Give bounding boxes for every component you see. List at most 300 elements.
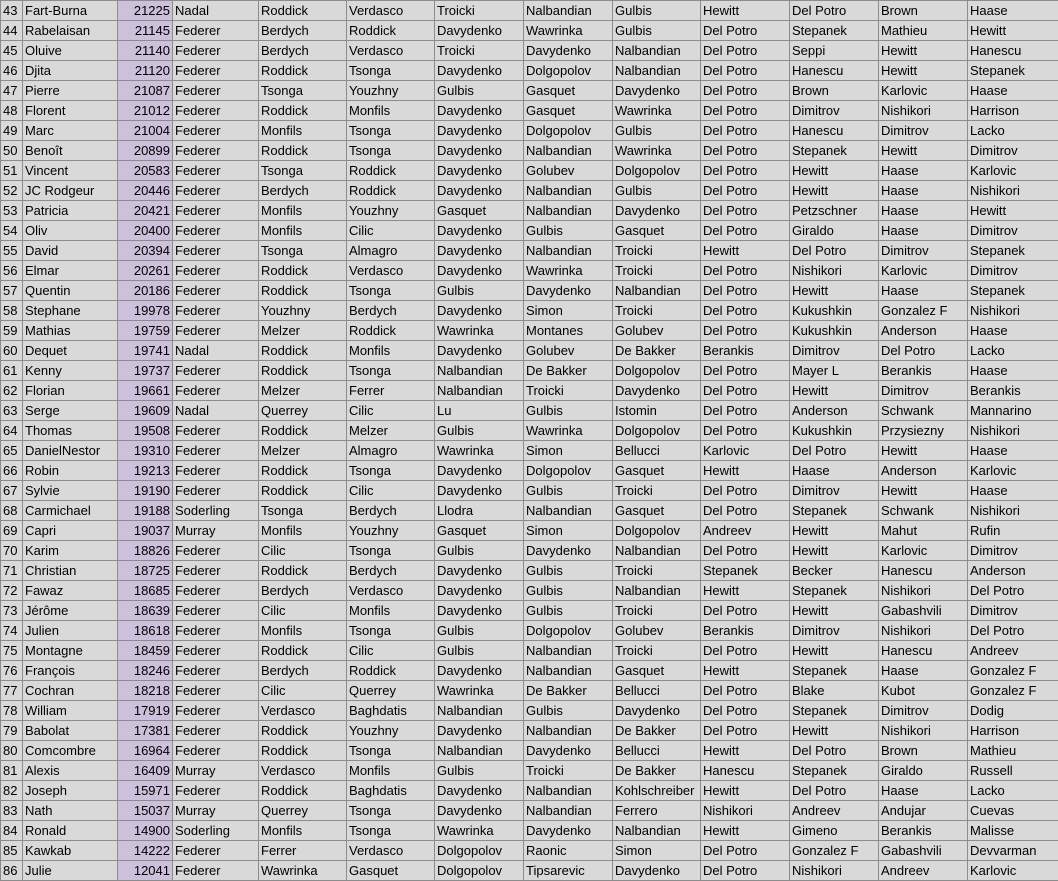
cell-player-name[interactable]: Capri	[23, 521, 118, 541]
cell-pick-4[interactable]: Nalbandian	[435, 741, 524, 761]
cell-pick-4[interactable]: Gulbis	[435, 281, 524, 301]
cell-pick-4[interactable]: Wawrinka	[435, 821, 524, 841]
cell-pick-3[interactable]: Verdasco	[347, 261, 435, 281]
cell-rank[interactable]: 57	[1, 281, 23, 301]
cell-player-name[interactable]: Pierre	[23, 81, 118, 101]
cell-pick-10[interactable]: Dimitrov	[968, 601, 1058, 621]
cell-pick-1[interactable]: Federer	[173, 421, 259, 441]
cell-pick-3[interactable]: Verdasco	[347, 41, 435, 61]
cell-player-name[interactable]: DanielNestor	[23, 441, 118, 461]
cell-rank[interactable]: 56	[1, 261, 23, 281]
cell-score[interactable]: 16964	[118, 741, 173, 761]
cell-score[interactable]: 21012	[118, 101, 173, 121]
cell-pick-4[interactable]: Llodra	[435, 501, 524, 521]
cell-pick-7[interactable]: Del Potro	[701, 481, 790, 501]
cell-pick-6[interactable]: Gasquet	[613, 461, 701, 481]
cell-pick-8[interactable]: Kukushkin	[790, 321, 879, 341]
cell-rank[interactable]: 60	[1, 341, 23, 361]
cell-player-name[interactable]: Marc	[23, 121, 118, 141]
cell-pick-9[interactable]: Hewitt	[879, 61, 968, 81]
cell-player-name[interactable]: Fawaz	[23, 581, 118, 601]
cell-pick-2[interactable]: Roddick	[259, 141, 347, 161]
cell-pick-8[interactable]: Stepanek	[790, 501, 879, 521]
cell-pick-7[interactable]: Del Potro	[701, 861, 790, 881]
cell-pick-5[interactable]: Nalbandian	[524, 241, 613, 261]
cell-pick-9[interactable]: Karlovic	[879, 541, 968, 561]
cell-pick-7[interactable]: Del Potro	[701, 221, 790, 241]
cell-player-name[interactable]: Cochran	[23, 681, 118, 701]
cell-pick-9[interactable]: Schwank	[879, 501, 968, 521]
cell-pick-4[interactable]: Dolgopolov	[435, 841, 524, 861]
cell-player-name[interactable]: Jérôme	[23, 601, 118, 621]
cell-pick-10[interactable]: Del Potro	[968, 621, 1058, 641]
cell-pick-4[interactable]: Davydenko	[435, 161, 524, 181]
cell-pick-5[interactable]: Nalbandian	[524, 201, 613, 221]
cell-pick-4[interactable]: Troicki	[435, 41, 524, 61]
cell-pick-3[interactable]: Tsonga	[347, 281, 435, 301]
cell-score[interactable]: 19213	[118, 461, 173, 481]
cell-pick-4[interactable]: Troicki	[435, 1, 524, 21]
cell-pick-3[interactable]: Berdych	[347, 561, 435, 581]
cell-pick-10[interactable]: Andreev	[968, 641, 1058, 661]
cell-pick-4[interactable]: Davydenko	[435, 241, 524, 261]
cell-pick-8[interactable]: Del Potro	[790, 241, 879, 261]
cell-pick-2[interactable]: Roddick	[259, 481, 347, 501]
cell-pick-8[interactable]: Blake	[790, 681, 879, 701]
cell-pick-10[interactable]: Karlovic	[968, 861, 1058, 881]
cell-pick-6[interactable]: Troicki	[613, 601, 701, 621]
cell-pick-2[interactable]: Monfils	[259, 201, 347, 221]
cell-pick-9[interactable]: Haase	[879, 661, 968, 681]
cell-pick-3[interactable]: Berdych	[347, 501, 435, 521]
cell-pick-6[interactable]: Gasquet	[613, 501, 701, 521]
cell-pick-1[interactable]: Federer	[173, 641, 259, 661]
cell-pick-4[interactable]: Davydenko	[435, 141, 524, 161]
cell-pick-3[interactable]: Verdasco	[347, 581, 435, 601]
cell-pick-3[interactable]: Gasquet	[347, 861, 435, 881]
cell-pick-10[interactable]: Nishikori	[968, 501, 1058, 521]
cell-pick-8[interactable]: Hewitt	[790, 721, 879, 741]
cell-pick-5[interactable]: Montanes	[524, 321, 613, 341]
cell-rank[interactable]: 71	[1, 561, 23, 581]
cell-pick-1[interactable]: Federer	[173, 101, 259, 121]
cell-pick-7[interactable]: Hewitt	[701, 781, 790, 801]
cell-pick-5[interactable]: Raonic	[524, 841, 613, 861]
cell-pick-7[interactable]: Del Potro	[701, 601, 790, 621]
cell-pick-6[interactable]: Nalbandian	[613, 821, 701, 841]
cell-pick-8[interactable]: Giraldo	[790, 221, 879, 241]
cell-player-name[interactable]: Dequet	[23, 341, 118, 361]
cell-pick-4[interactable]: Nalbandian	[435, 381, 524, 401]
cell-pick-3[interactable]: Almagro	[347, 241, 435, 261]
cell-pick-9[interactable]: Berankis	[879, 821, 968, 841]
cell-pick-1[interactable]: Nadal	[173, 1, 259, 21]
cell-pick-10[interactable]: Nishikori	[968, 181, 1058, 201]
cell-pick-7[interactable]: Del Potro	[701, 361, 790, 381]
cell-player-name[interactable]: Stephane	[23, 301, 118, 321]
cell-pick-7[interactable]: Karlovic	[701, 441, 790, 461]
cell-pick-10[interactable]: Dodig	[968, 701, 1058, 721]
cell-pick-4[interactable]: Davydenko	[435, 661, 524, 681]
cell-pick-10[interactable]: Mannarino	[968, 401, 1058, 421]
cell-pick-8[interactable]: Hewitt	[790, 641, 879, 661]
cell-pick-10[interactable]: Haase	[968, 81, 1058, 101]
cell-pick-10[interactable]: Lacko	[968, 341, 1058, 361]
cell-pick-2[interactable]: Tsonga	[259, 81, 347, 101]
cell-pick-3[interactable]: Almagro	[347, 441, 435, 461]
cell-player-name[interactable]: Julie	[23, 861, 118, 881]
cell-rank[interactable]: 45	[1, 41, 23, 61]
cell-pick-7[interactable]: Hewitt	[701, 461, 790, 481]
cell-pick-5[interactable]: Simon	[524, 521, 613, 541]
cell-pick-1[interactable]: Federer	[173, 481, 259, 501]
cell-rank[interactable]: 52	[1, 181, 23, 201]
cell-pick-3[interactable]: Roddick	[347, 661, 435, 681]
cell-pick-9[interactable]: Giraldo	[879, 761, 968, 781]
cell-rank[interactable]: 53	[1, 201, 23, 221]
cell-pick-2[interactable]: Melzer	[259, 381, 347, 401]
cell-rank[interactable]: 74	[1, 621, 23, 641]
cell-pick-7[interactable]: Berankis	[701, 621, 790, 641]
cell-pick-10[interactable]: Stepanek	[968, 241, 1058, 261]
cell-pick-10[interactable]: Dimitrov	[968, 541, 1058, 561]
cell-pick-9[interactable]: Del Potro	[879, 341, 968, 361]
cell-pick-8[interactable]: Hewitt	[790, 521, 879, 541]
cell-player-name[interactable]: Julien	[23, 621, 118, 641]
cell-pick-7[interactable]: Del Potro	[701, 701, 790, 721]
cell-pick-4[interactable]: Gulbis	[435, 621, 524, 641]
cell-pick-10[interactable]: Stepanek	[968, 281, 1058, 301]
cell-player-name[interactable]: Nath	[23, 801, 118, 821]
cell-score[interactable]: 19661	[118, 381, 173, 401]
cell-pick-9[interactable]: Nishikori	[879, 621, 968, 641]
cell-score[interactable]: 18618	[118, 621, 173, 641]
cell-pick-5[interactable]: Troicki	[524, 761, 613, 781]
cell-player-name[interactable]: Rabelaisan	[23, 21, 118, 41]
cell-pick-6[interactable]: Nalbandian	[613, 581, 701, 601]
cell-rank[interactable]: 54	[1, 221, 23, 241]
cell-rank[interactable]: 46	[1, 61, 23, 81]
cell-pick-8[interactable]: Nishikori	[790, 261, 879, 281]
cell-pick-7[interactable]: Del Potro	[701, 21, 790, 41]
cell-pick-1[interactable]: Federer	[173, 361, 259, 381]
cell-pick-5[interactable]: Davydenko	[524, 821, 613, 841]
cell-pick-9[interactable]: Gonzalez F	[879, 301, 968, 321]
cell-pick-4[interactable]: Gulbis	[435, 761, 524, 781]
cell-pick-1[interactable]: Nadal	[173, 341, 259, 361]
cell-pick-3[interactable]: Cilic	[347, 221, 435, 241]
cell-pick-6[interactable]: Dolgopolov	[613, 161, 701, 181]
cell-pick-5[interactable]: Davydenko	[524, 741, 613, 761]
cell-pick-4[interactable]: Davydenko	[435, 181, 524, 201]
cell-player-name[interactable]: Oliv	[23, 221, 118, 241]
cell-pick-7[interactable]: Hanescu	[701, 761, 790, 781]
cell-pick-3[interactable]: Roddick	[347, 321, 435, 341]
cell-pick-10[interactable]: Karlovic	[968, 161, 1058, 181]
cell-pick-9[interactable]: Hewitt	[879, 481, 968, 501]
cell-pick-1[interactable]: Federer	[173, 661, 259, 681]
cell-pick-1[interactable]: Federer	[173, 581, 259, 601]
cell-score[interactable]: 20583	[118, 161, 173, 181]
cell-score[interactable]: 21004	[118, 121, 173, 141]
cell-rank[interactable]: 84	[1, 821, 23, 841]
cell-pick-1[interactable]: Federer	[173, 601, 259, 621]
cell-pick-4[interactable]: Nalbandian	[435, 701, 524, 721]
cell-pick-6[interactable]: De Bakker	[613, 721, 701, 741]
cell-pick-10[interactable]: Devvarman	[968, 841, 1058, 861]
cell-rank[interactable]: 58	[1, 301, 23, 321]
cell-pick-7[interactable]: Hewitt	[701, 1, 790, 21]
cell-pick-3[interactable]: Verdasco	[347, 1, 435, 21]
cell-pick-1[interactable]: Federer	[173, 41, 259, 61]
cell-rank[interactable]: 78	[1, 701, 23, 721]
cell-pick-8[interactable]: Anderson	[790, 401, 879, 421]
cell-pick-9[interactable]: Schwank	[879, 401, 968, 421]
cell-pick-1[interactable]: Federer	[173, 221, 259, 241]
cell-pick-6[interactable]: Dolgopolov	[613, 361, 701, 381]
cell-pick-3[interactable]: Tsonga	[347, 621, 435, 641]
cell-pick-7[interactable]: Del Potro	[701, 181, 790, 201]
cell-pick-4[interactable]: Davydenko	[435, 121, 524, 141]
cell-player-name[interactable]: Babolat	[23, 721, 118, 741]
cell-pick-2[interactable]: Roddick	[259, 461, 347, 481]
cell-pick-2[interactable]: Tsonga	[259, 241, 347, 261]
cell-pick-3[interactable]: Youzhny	[347, 721, 435, 741]
cell-pick-5[interactable]: Dolgopolov	[524, 121, 613, 141]
cell-pick-3[interactable]: Cilic	[347, 641, 435, 661]
cell-pick-10[interactable]: Haase	[968, 481, 1058, 501]
cell-pick-3[interactable]: Tsonga	[347, 801, 435, 821]
cell-rank[interactable]: 72	[1, 581, 23, 601]
cell-score[interactable]: 15971	[118, 781, 173, 801]
cell-pick-6[interactable]: Dolgopolov	[613, 521, 701, 541]
cell-player-name[interactable]: Montagne	[23, 641, 118, 661]
cell-pick-1[interactable]: Federer	[173, 321, 259, 341]
cell-pick-8[interactable]: Haase	[790, 461, 879, 481]
cell-pick-5[interactable]: Nalbandian	[524, 641, 613, 661]
cell-score[interactable]: 21225	[118, 1, 173, 21]
cell-rank[interactable]: 86	[1, 861, 23, 881]
cell-pick-9[interactable]: Anderson	[879, 461, 968, 481]
cell-rank[interactable]: 64	[1, 421, 23, 441]
cell-pick-2[interactable]: Roddick	[259, 101, 347, 121]
cell-pick-8[interactable]: Mayer L	[790, 361, 879, 381]
cell-score[interactable]: 19978	[118, 301, 173, 321]
cell-rank[interactable]: 59	[1, 321, 23, 341]
cell-pick-2[interactable]: Melzer	[259, 321, 347, 341]
cell-rank[interactable]: 62	[1, 381, 23, 401]
cell-pick-3[interactable]: Tsonga	[347, 741, 435, 761]
cell-score[interactable]: 17919	[118, 701, 173, 721]
cell-score[interactable]: 20421	[118, 201, 173, 221]
cell-pick-6[interactable]: Troicki	[613, 561, 701, 581]
cell-pick-3[interactable]: Tsonga	[347, 461, 435, 481]
cell-score[interactable]: 21120	[118, 61, 173, 81]
cell-pick-8[interactable]: Hewitt	[790, 281, 879, 301]
cell-pick-8[interactable]: Hewitt	[790, 181, 879, 201]
cell-pick-7[interactable]: Del Potro	[701, 421, 790, 441]
cell-pick-9[interactable]: Dimitrov	[879, 241, 968, 261]
cell-pick-9[interactable]: Dimitrov	[879, 381, 968, 401]
cell-pick-8[interactable]: Del Potro	[790, 1, 879, 21]
cell-pick-4[interactable]: Wawrinka	[435, 681, 524, 701]
cell-pick-2[interactable]: Roddick	[259, 261, 347, 281]
cell-player-name[interactable]: François	[23, 661, 118, 681]
cell-pick-7[interactable]: Hewitt	[701, 741, 790, 761]
cell-pick-7[interactable]: Hewitt	[701, 241, 790, 261]
cell-pick-9[interactable]: Hewitt	[879, 41, 968, 61]
cell-pick-2[interactable]: Roddick	[259, 421, 347, 441]
cell-pick-2[interactable]: Cilic	[259, 601, 347, 621]
cell-pick-1[interactable]: Federer	[173, 261, 259, 281]
cell-pick-5[interactable]: Golubev	[524, 161, 613, 181]
cell-pick-7[interactable]: Del Potro	[701, 121, 790, 141]
cell-score[interactable]: 19037	[118, 521, 173, 541]
cell-score[interactable]: 14222	[118, 841, 173, 861]
cell-score[interactable]: 21145	[118, 21, 173, 41]
cell-pick-10[interactable]: Dimitrov	[968, 261, 1058, 281]
cell-pick-9[interactable]: Gabashvili	[879, 841, 968, 861]
cell-pick-6[interactable]: Ferrero	[613, 801, 701, 821]
cell-score[interactable]: 18826	[118, 541, 173, 561]
cell-pick-10[interactable]: Nishikori	[968, 421, 1058, 441]
cell-pick-6[interactable]: Wawrinka	[613, 101, 701, 121]
cell-pick-9[interactable]: Haase	[879, 201, 968, 221]
cell-pick-6[interactable]: Davydenko	[613, 861, 701, 881]
cell-pick-5[interactable]: Dolgopolov	[524, 621, 613, 641]
cell-pick-5[interactable]: Wawrinka	[524, 21, 613, 41]
cell-pick-5[interactable]: Nalbandian	[524, 721, 613, 741]
cell-pick-5[interactable]: Nalbandian	[524, 661, 613, 681]
cell-player-name[interactable]: Alexis	[23, 761, 118, 781]
cell-pick-7[interactable]: Hewitt	[701, 661, 790, 681]
cell-pick-1[interactable]: Murray	[173, 521, 259, 541]
cell-pick-2[interactable]: Monfils	[259, 121, 347, 141]
cell-pick-2[interactable]: Roddick	[259, 721, 347, 741]
cell-player-name[interactable]: Florent	[23, 101, 118, 121]
cell-pick-8[interactable]: Del Potro	[790, 441, 879, 461]
cell-rank[interactable]: 69	[1, 521, 23, 541]
cell-pick-8[interactable]: Dimitrov	[790, 481, 879, 501]
cell-pick-4[interactable]: Davydenko	[435, 781, 524, 801]
cell-pick-6[interactable]: Davydenko	[613, 81, 701, 101]
cell-player-name[interactable]: David	[23, 241, 118, 261]
cell-pick-6[interactable]: Nalbandian	[613, 541, 701, 561]
cell-player-name[interactable]: Oluive	[23, 41, 118, 61]
cell-pick-3[interactable]: Youzhny	[347, 521, 435, 541]
cell-pick-5[interactable]: De Bakker	[524, 361, 613, 381]
cell-pick-10[interactable]: Mathieu	[968, 741, 1058, 761]
cell-pick-6[interactable]: Simon	[613, 841, 701, 861]
cell-pick-8[interactable]: Stepanek	[790, 141, 879, 161]
cell-rank[interactable]: 77	[1, 681, 23, 701]
cell-score[interactable]: 21140	[118, 41, 173, 61]
cell-pick-5[interactable]: Wawrinka	[524, 261, 613, 281]
cell-pick-9[interactable]: Haase	[879, 281, 968, 301]
cell-pick-9[interactable]: Kubot	[879, 681, 968, 701]
cell-pick-2[interactable]: Berdych	[259, 21, 347, 41]
cell-pick-6[interactable]: De Bakker	[613, 761, 701, 781]
cell-pick-6[interactable]: Gulbis	[613, 21, 701, 41]
cell-rank[interactable]: 50	[1, 141, 23, 161]
cell-pick-7[interactable]: Del Potro	[701, 201, 790, 221]
cell-pick-4[interactable]: Davydenko	[435, 21, 524, 41]
cell-pick-1[interactable]: Federer	[173, 81, 259, 101]
cell-pick-3[interactable]: Tsonga	[347, 821, 435, 841]
cell-pick-1[interactable]: Federer	[173, 841, 259, 861]
cell-player-name[interactable]: Benoît	[23, 141, 118, 161]
cell-rank[interactable]: 43	[1, 1, 23, 21]
cell-pick-1[interactable]: Soderling	[173, 821, 259, 841]
cell-pick-6[interactable]: Troicki	[613, 641, 701, 661]
cell-pick-5[interactable]: Nalbandian	[524, 181, 613, 201]
cell-player-name[interactable]: Robin	[23, 461, 118, 481]
cell-pick-6[interactable]: Gasquet	[613, 221, 701, 241]
cell-pick-4[interactable]: Nalbandian	[435, 361, 524, 381]
cell-rank[interactable]: 73	[1, 601, 23, 621]
cell-pick-7[interactable]: Del Potro	[701, 501, 790, 521]
cell-player-name[interactable]: Mathias	[23, 321, 118, 341]
cell-score[interactable]: 20899	[118, 141, 173, 161]
cell-pick-1[interactable]: Federer	[173, 701, 259, 721]
cell-pick-10[interactable]: Lacko	[968, 781, 1058, 801]
cell-pick-1[interactable]: Federer	[173, 861, 259, 881]
cell-pick-8[interactable]: Stepanek	[790, 581, 879, 601]
cell-pick-7[interactable]: Del Potro	[701, 101, 790, 121]
cell-score[interactable]: 20186	[118, 281, 173, 301]
cell-pick-3[interactable]: Roddick	[347, 21, 435, 41]
cell-pick-2[interactable]: Monfils	[259, 821, 347, 841]
cell-pick-8[interactable]: Hewitt	[790, 161, 879, 181]
cell-pick-10[interactable]: Hanescu	[968, 41, 1058, 61]
cell-player-name[interactable]: Patricia	[23, 201, 118, 221]
cell-score[interactable]: 15037	[118, 801, 173, 821]
cell-pick-1[interactable]: Federer	[173, 741, 259, 761]
cell-pick-8[interactable]: Dimitrov	[790, 621, 879, 641]
cell-pick-2[interactable]: Tsonga	[259, 161, 347, 181]
cell-pick-10[interactable]: Karlovic	[968, 461, 1058, 481]
cell-pick-7[interactable]: Berankis	[701, 341, 790, 361]
cell-pick-1[interactable]: Murray	[173, 801, 259, 821]
cell-rank[interactable]: 70	[1, 541, 23, 561]
cell-pick-6[interactable]: Nalbandian	[613, 281, 701, 301]
cell-pick-3[interactable]: Monfils	[347, 341, 435, 361]
cell-pick-1[interactable]: Federer	[173, 161, 259, 181]
cell-pick-1[interactable]: Federer	[173, 281, 259, 301]
cell-player-name[interactable]: Serge	[23, 401, 118, 421]
cell-pick-6[interactable]: Golubev	[613, 621, 701, 641]
cell-pick-8[interactable]: Seppi	[790, 41, 879, 61]
cell-pick-1[interactable]: Murray	[173, 761, 259, 781]
cell-player-name[interactable]: Kenny	[23, 361, 118, 381]
cell-pick-2[interactable]: Monfils	[259, 621, 347, 641]
cell-pick-10[interactable]: Cuevas	[968, 801, 1058, 821]
cell-score[interactable]: 19188	[118, 501, 173, 521]
cell-pick-8[interactable]: Gonzalez F	[790, 841, 879, 861]
cell-pick-6[interactable]: Davydenko	[613, 381, 701, 401]
cell-pick-8[interactable]: Kukushkin	[790, 301, 879, 321]
cell-player-name[interactable]: Quentin	[23, 281, 118, 301]
cell-pick-7[interactable]: Nishikori	[701, 801, 790, 821]
cell-pick-1[interactable]: Federer	[173, 561, 259, 581]
cell-pick-10[interactable]: Lacko	[968, 121, 1058, 141]
cell-score[interactable]: 18246	[118, 661, 173, 681]
cell-score[interactable]: 18459	[118, 641, 173, 661]
cell-player-name[interactable]: Thomas	[23, 421, 118, 441]
cell-pick-8[interactable]: Stepanek	[790, 661, 879, 681]
cell-pick-9[interactable]: Hanescu	[879, 561, 968, 581]
cell-pick-1[interactable]: Federer	[173, 141, 259, 161]
